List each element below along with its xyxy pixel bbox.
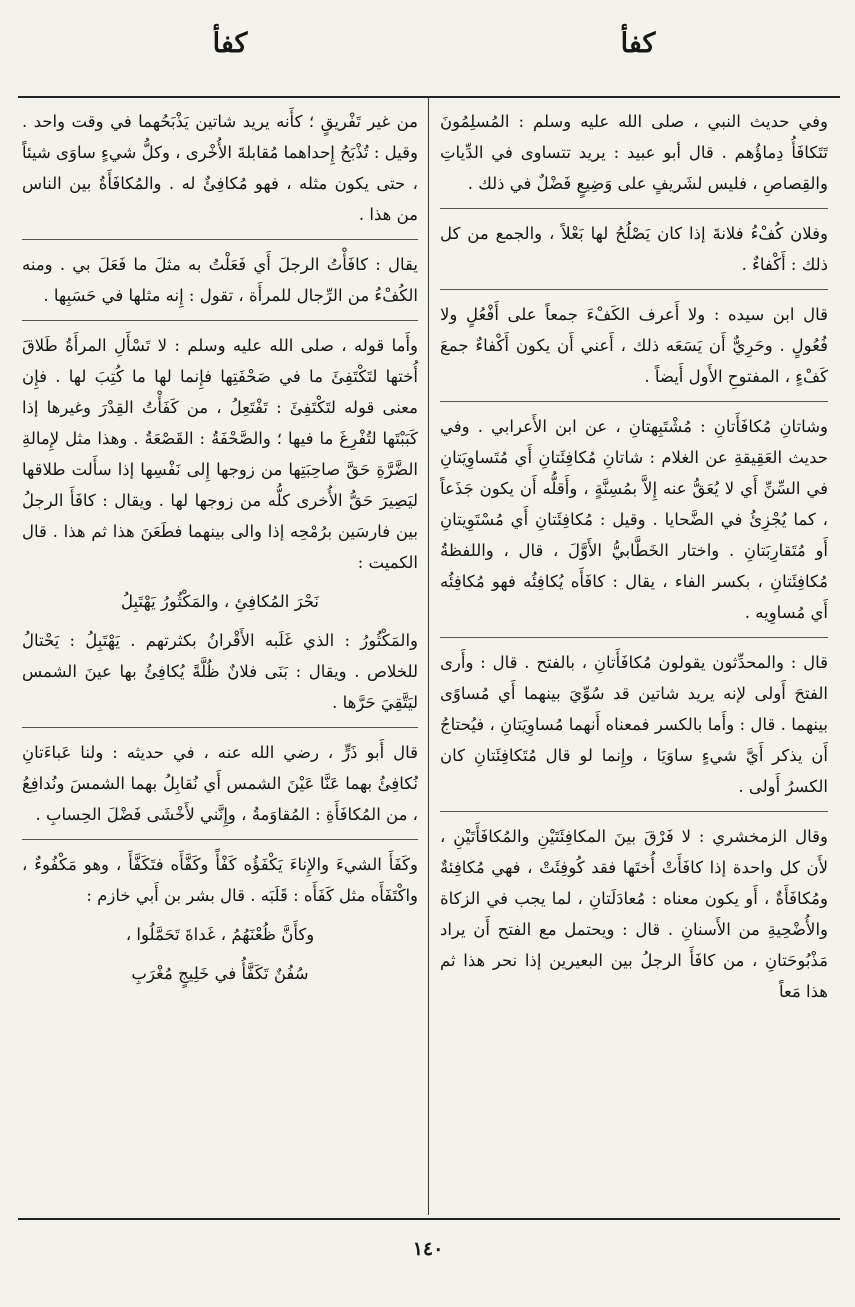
paragraph-separator [22,239,418,240]
paragraph: يقال : كافَأْتُ الرجلَ أَي فَعَلْتُ به مثلَ ما فَعَلَ بي . ومنه الكُفْءُ من الرِّجال للمرأَة ، تقول : إِنه مثلها في حَسَبِها . [22,255,418,305]
verse-line: نَحْرَ المُكافِئِ ، والمَكْثُورُ يَهْتَبِلُ [121,592,319,611]
paragraph-separator [22,320,418,321]
paragraph-separator [440,637,828,638]
paragraph: والمَكْثُورُ : الذي غَلَبه الأَقْرانُ بكثرتهم . يَهْتَبِلُ : يَحْتالُ للخلاص . ويقال : بَنَى فلانٌ ظُلَّةً يُكافِئُ بها عينَ الشمس ليَتَّقِيَ حَرَّها . [22,631,418,712]
paragraph-separator [440,208,828,209]
header-entry-word-right: كفأ [620,28,656,59]
paragraph-separator [440,289,828,290]
paragraph: من غير تَفْريقٍ ؛ كأَنه يريد شاتين يَذْبَحُهما في وقت واحد . وقيل : تُذْبَحُ إِحداهما مُقابلةَ الأُخْرى ، وكلُّ شيءٍ ساوَى شيئاً ، حتى يكون مثله ، فهو مُكافِئٌ له . والمُكافَأَةُ بين الناس من هذا . [22,112,418,224]
left-column [22,106,418,1211]
paragraph: قال أَبو ذَرٍّ ، رضي الله عنه ، في حديثه : ولنا عَباءَتانِ نُكافِئُ بهما عَنَّا عَيْنَ الشمس أَي نُقابِلُ بهما الشمسَ ونُدافِعُ ، من المُكافَأَةِ : المُقاوَمةُ ، وإِنَّني لأَخْشَى فَضْلَ الحِسابِ . [22,743,418,824]
paragraph-separator [440,811,828,812]
bottom-rule [18,1218,840,1220]
paragraph-separator [22,727,418,728]
paragraph-separator [440,401,828,402]
verse-line: سُفُنٌ تَكَفَّأُ في خَلِيجٍ مُغْرَبِ [131,964,309,983]
paragraph: وقال الزمخشري : لا فَرْقَ بينَ المكافِئَتَيْنِ والمُكافَأَتَيْنِ ، لأَن كل واحدة إذا كافَأَتْ أُختَها فقد كُوفِئَتْ ، فهي مُكافِئةٌ ومُكافَأَةٌ ، أَو يكون معناه : مُعادَلَتانِ ، لما يجب في الزكاة والأُضْحِيةِ من الأَسنانِ . قال : ويحتمل مع الفتح أَن يراد مَذْبُوحَتانِ ، من كافَأَ الرجلُ بين البعيرين إذا نحر هذا ثم هذا مَعاً [440,827,828,1001]
header-entry-word-left: كفأ [212,28,248,59]
paragraph: قال : والمحدِّثون يقولون مُكافَأَتانِ ، بالفتح . قال : وأَرى الفتحَ أَولى لإنه يريد شاتين قد سُوِّيَ بينهما أَي مُساوًى بينهما . قال : وأَما بالكسر فمعناه أَنهما مُساوِيَتانِ ، فيُحتاجُ أَن يذكر أَيَّ شيءٍ ساوَيَا ، وإِنما لو قال مُتَكافِئَتانِ كان الكسرُ أَولى . [440,653,828,796]
top-rule [18,96,840,98]
paragraph-separator [22,839,418,840]
page-number: ١٤٠ [412,1238,444,1260]
paragraph: وفلان كُفْءُ فلانةَ إذا كان يَصْلُحُ لها بَعْلاً ، والجمع من كل ذلك : أَكْفاءٌ . [440,224,828,274]
paragraph: وفي حديث النبي ، صلى الله عليه وسلم : المُسلِمُونَ تَتَكافَأُ دِماؤُهم . قال أبو عبيد : يريد تتساوى في الدِّياتِ والقِصاصِ ، فليس لشَريفٍ على وَضِيعٍ فَضْلٌ في ذلك . [440,112,828,193]
verse-bishr [22,919,418,989]
verse-line: وكأَنَّ ظُعْنَهُمُ ، غَداةَ تَحَمَّلُوا ، [125,925,315,944]
right-column [440,106,828,1211]
paragraph: وأَما قوله ، صلى الله عليه وسلم : لا تَسْأَلِ المرأَةُ طَلاقَ أُختها لتَكْتَفِئَ ما في صَحْفَتِها فإِنما لها ما كُتِبَ لها . فإِن معنى قوله لتَكْتَفِئَ : تَفْتَعِلُ ، من كَفَأْتُ القِدْرَ وغيرها إذا كَبَبْتَها لتُفْرِغَ ما فيها ؛ والصَّحْفَةُ : القَصْعَةُ . وهذا مثل لإِمالةِ الضَّرَّةِ حَقَّ صاحِبَتِها من زوجها إِلى نَفْسِها إذا سأَلت طلاقها ليَصِيرَ حَقُّ الأُخرى كلُّه من زوجها لها . ويقال : كافَأَ الرجلُ بين فارسَين برُمْحِه إذا والى بينهما فطَعَنَ هذا ثم هذا . قال الكميت : [22,336,418,572]
paragraph: وكَفَأَ الشيءَ والإِناءَ يَكْفَؤُه كَفْأً وكَفَّأَه فتَكَفَّأَ ، وهو مَكْفُوءٌ ، واكْتَفَأَه مثل كَفَأَه : قَلَبَه . قال بشر بن أَبي خازم : [22,855,418,905]
paragraph: وشاتانِ مُكافَأَتانِ : مُشْتَبِهتانِ ، عن ابن الأَعرابي . وفي حديث العَقِيقةِ عن الغلام : شاتانِ مُكافِئَتانِ أَي مُتَساوِيَتانِ في السِّنِّ أَي لا يُعَقُّ عنه إِلاَّ بمُسِنَّةٍ ، وأَقلُّه أَن يكون جَذَعاً ، كما يُجْزِئُ في الضَّحايا . وقيل : مُكافِئَتانِ أَي مُسْتَوِيتانِ أَو مُتَقارِبَتانِ . واختار الخَطَّابيُّ الأَوَّلَ ، قال ، واللفظةُ مُكافِئَتانِ ، بكسر الفاء ، يقال : كافَأَه يُكافِئُه فهو مُكافِئُه أَي مُساوِيه . [440,417,828,622]
verse-kumait [22,586,418,617]
paragraph: قال ابن سيده : ولا أَعرف الكَفْءَ جمعاً على أَفْعُلٍ ولا فُعُولٍ . وحَرِيٌّ أَن يَسَعَه ذلك ، أَعني أَن يكون أَكْفاءٌ جمعَ كَفْءٍ ، المفتوحِ الأَول أَيضاً . [440,305,828,386]
column-divider [428,98,429,1215]
